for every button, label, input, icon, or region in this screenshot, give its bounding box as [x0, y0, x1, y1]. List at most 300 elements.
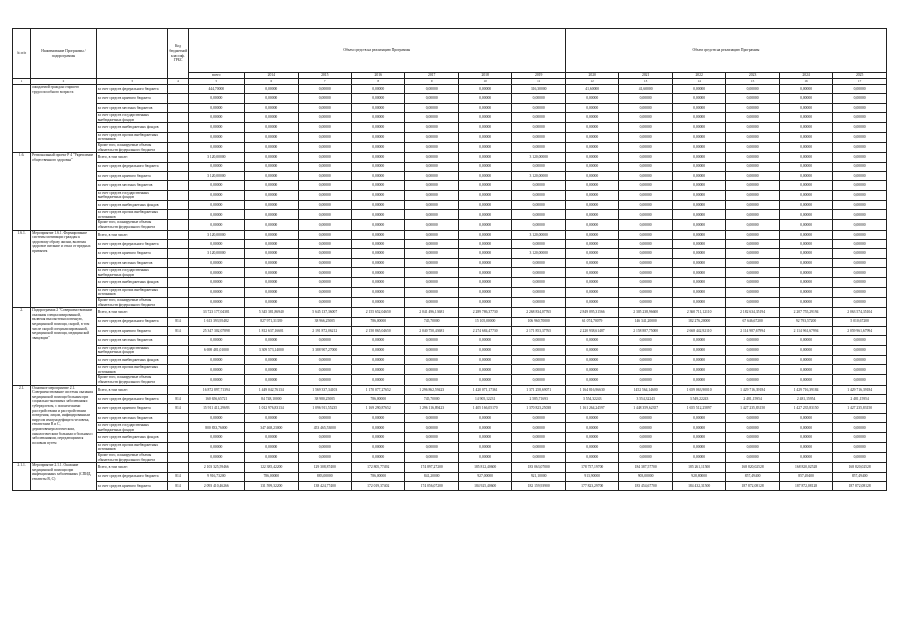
row-value-cell: 168 820,02528: [779, 463, 832, 472]
row-value-cell: 3 120,00000: [188, 230, 245, 239]
row-value-cell: 0,00000: [298, 142, 351, 152]
row-value-cell: 0,00000: [188, 132, 245, 142]
row-value-cell: 0,00000: [351, 123, 404, 132]
row-number: [13, 85, 31, 153]
row-value-cell: 0,00000: [351, 230, 404, 239]
row-value-cell: 0,00000: [512, 190, 566, 200]
row-value-cell: 0,00000: [779, 240, 832, 249]
row-value-cell: 0,00000: [726, 190, 779, 200]
row-value-cell: 0,00000: [298, 200, 351, 209]
row-value-cell: 160 656,65721: [188, 395, 245, 404]
row-value-cell: 0,00000: [619, 113, 672, 123]
row-value-cell: 0,00000: [351, 142, 404, 152]
row-value-cell: 0,00000: [405, 230, 458, 239]
table-body: [13, 85, 887, 491]
column-number: 10: [458, 79, 511, 85]
row-value-cell: 0,00000: [565, 287, 618, 297]
row-budget-code: [168, 336, 188, 345]
row-value-cell: 0,00000: [672, 355, 725, 364]
row-value-cell: 1 169 290,87652: [351, 404, 404, 413]
header-volume-left: Объем средств на реализацию Программы: [188, 29, 565, 73]
row-funding-source: Кроме того, планируемые объемы обязательств федерального бюджета: [96, 375, 168, 385]
row-budget-code: [168, 249, 188, 258]
row-value-cell: 0,00000: [779, 423, 832, 433]
header-year: 2019: [512, 73, 566, 79]
row-value-cell: 185 261,11500: [672, 463, 725, 472]
row-value-cell: 0,00000: [779, 132, 832, 142]
row-value-cell: 1 296 862,59423: [405, 385, 458, 394]
row-budget-code: 814: [168, 317, 188, 326]
row-value-cell: 0,00000: [619, 220, 672, 230]
row-budget-code: [168, 375, 188, 385]
row-value-cell: 0,00000: [405, 220, 458, 230]
row-value-cell: 927,00000: [458, 472, 511, 481]
row-value-cell: 0,00000: [726, 181, 779, 190]
row-value-cell: 0,00000: [672, 190, 725, 200]
row-value-cell: 0,00000: [458, 413, 511, 422]
row-value-cell: 0,00000: [245, 278, 298, 287]
row-value-cell: 2 150 865,04650: [351, 326, 404, 335]
row-value-cell: 0,00000: [672, 103, 725, 112]
row-value-cell: 0,00000: [672, 181, 725, 190]
row-value-cell: 0,00000: [458, 85, 511, 94]
row-value-cell: 0,00000: [298, 433, 351, 442]
row-budget-code: 814: [168, 404, 188, 413]
row-value-cell: 347 468,23000: [245, 423, 298, 433]
row-value-cell: 84 748,10000: [245, 395, 298, 404]
row-value-cell: 0,00000: [619, 249, 672, 258]
column-number: 6: [245, 79, 298, 85]
row-value-cell: 0,00000: [726, 103, 779, 112]
row-value-cell: 2 207 755,29194: [779, 308, 832, 317]
row-value-cell: 0,00000: [565, 190, 618, 200]
row-value-cell: 0,00000: [458, 220, 511, 230]
row-value-cell: 0,00000: [565, 181, 618, 190]
row-value-cell: 0,00000: [565, 345, 618, 355]
row-value-cell: 0,00000: [188, 453, 245, 463]
header-source: [96, 29, 168, 79]
table-row: [13, 278, 887, 287]
row-value-cell: 0,00000: [351, 210, 404, 220]
row-value-cell: 0,00000: [245, 132, 298, 142]
row-value-cell: 187 872,08128: [833, 481, 887, 490]
row-value-cell: 0,00000: [833, 365, 887, 375]
row-value-cell: 0,00000: [512, 258, 566, 267]
row-budget-code: [168, 463, 188, 472]
row-value-cell: 0,00000: [619, 162, 672, 171]
row-value-cell: 146 341,20000: [619, 317, 672, 326]
row-value-cell: 0,00000: [565, 113, 618, 123]
row-value-cell: 2 585,71693: [512, 395, 566, 404]
row-value-cell: 0,00000: [245, 210, 298, 220]
row-value-cell: 0,00000: [512, 287, 566, 297]
row-value-cell: 1 164 816,96630: [565, 385, 618, 394]
row-value-cell: 0,00000: [405, 413, 458, 422]
row-funding-source: за счет средств внебюджетных фондов: [96, 200, 168, 209]
row-value-cell: 0,00000: [298, 365, 351, 375]
row-value-cell: 1 449 042,76134: [245, 385, 298, 394]
row-value-cell: 0,00000: [351, 442, 404, 452]
row-value-cell: 0,00000: [512, 142, 566, 152]
table-row: [13, 190, 887, 200]
row-value-cell: 0,00000: [512, 181, 566, 190]
row-value-cell: 0,00000: [298, 220, 351, 230]
row-value-cell: 0,00000: [619, 200, 672, 209]
row-value-cell: 0,00000: [188, 181, 245, 190]
row-value-cell: 0,00000: [726, 162, 779, 171]
row-value-cell: 0,00000: [298, 103, 351, 112]
row-value-cell: 0,00000: [779, 355, 832, 364]
row-value-cell: 0,00000: [779, 113, 832, 123]
row-value-cell: 0,00000: [779, 365, 832, 375]
row-value-cell: 0,00000: [512, 103, 566, 112]
row-value-cell: 2 041 496,13681: [405, 308, 458, 317]
row-value-cell: 0,00000: [779, 220, 832, 230]
row-budget-code: 814: [168, 472, 188, 481]
table-row: [13, 220, 887, 230]
row-value-cell: 1 448 359,62357: [619, 404, 672, 413]
row-funding-source: за счет средств федерального бюджета: [96, 240, 168, 249]
row-value-cell: 0,00000: [619, 336, 672, 345]
header-num: № п/п: [13, 29, 31, 79]
row-value-cell: 0,00000: [245, 433, 298, 442]
row-funding-source: за счет средств местных бюджетов: [96, 258, 168, 267]
row-value-cell: 1 420 071,17361: [458, 385, 511, 394]
row-value-cell: 0,00000: [405, 162, 458, 171]
row-value-cell: 0,00000: [298, 230, 351, 239]
row-value-cell: 2 220 938,61487: [565, 326, 618, 335]
row-value-cell: 3 309 573,14000: [245, 345, 298, 355]
row-budget-code: [168, 142, 188, 152]
row-value-cell: 184 925,40600: [458, 481, 511, 490]
row-value-cell: 0,00000: [188, 375, 245, 385]
row-value-cell: 2 093 410,46266: [188, 481, 245, 490]
row-value-cell: 0,00000: [565, 297, 618, 307]
table-row: [13, 395, 887, 404]
row-value-cell: 0,00000: [726, 365, 779, 375]
table-row: [13, 345, 887, 355]
row-value-cell: 0,00000: [351, 297, 404, 307]
row-value-cell: 0,00000: [726, 230, 779, 239]
table-row: [13, 123, 887, 132]
row-value-cell: 2 289 786,37730: [458, 308, 511, 317]
row-value-cell: 0,00000: [245, 240, 298, 249]
row-value-cell: 0,00000: [458, 268, 511, 278]
row-funding-source: за счет средств внебюджетных фондов: [96, 123, 168, 132]
row-value-cell: 0,00000: [458, 142, 511, 152]
row-value-cell: 0,00000: [188, 94, 245, 103]
row-funding-source: Всего, в том числе:: [96, 463, 168, 472]
row-value-cell: 0,00000: [405, 181, 458, 190]
row-value-cell: 0,00000: [245, 162, 298, 171]
row-value-cell: 0,00000: [726, 433, 779, 442]
row-value-cell: 3 120,00000: [512, 153, 566, 162]
row-value-cell: 0,00000: [565, 94, 618, 103]
row-value-cell: 0,00000: [298, 113, 351, 123]
column-number: 8: [351, 79, 404, 85]
column-number: 13: [619, 79, 672, 85]
row-value-cell: 1 569 337,34103: [298, 385, 351, 394]
row-value-cell: 2 191 872,06212: [298, 326, 351, 335]
row-value-cell: 0,00000: [833, 453, 887, 463]
row-value-cell: 184 387,57700: [619, 463, 672, 472]
row-value-cell: 0,00000: [298, 94, 351, 103]
column-number: 16: [779, 79, 832, 85]
row-value-cell: 0,00000: [779, 123, 832, 132]
row-value-cell: 0,00000: [565, 278, 618, 287]
row-value-cell: 0,00000: [245, 171, 298, 180]
table-row: [13, 365, 887, 375]
row-value-cell: 0,00000: [565, 336, 618, 345]
row-value-cell: 0,00000: [405, 433, 458, 442]
row-value-cell: 0,00000: [619, 287, 672, 297]
row-value-cell: 0,00000: [779, 181, 832, 190]
row-value-cell: 0,00000: [833, 278, 887, 287]
row-value-cell: 0,00000: [512, 453, 566, 463]
row-value-cell: 827 971,31339: [245, 317, 298, 326]
row-value-cell: 0,00000: [458, 278, 511, 287]
row-value-cell: 0,00000: [779, 278, 832, 287]
row-value-cell: 0,00000: [458, 181, 511, 190]
header-code: Код бюджетной классиф. ГРБС: [168, 29, 188, 79]
header-year: 2023: [726, 73, 779, 79]
row-value-cell: 0,00000: [298, 240, 351, 249]
row-budget-code: [168, 345, 188, 355]
row-value-cell: 0,00000: [245, 200, 298, 209]
row-value-cell: 3 120,00000: [188, 171, 245, 180]
row-value-cell: 25 347 302,07898: [188, 326, 245, 335]
row-value-cell: 2 114 987,67994: [726, 326, 779, 335]
header-year: 2021: [619, 73, 672, 79]
row-value-cell: 0,00000: [188, 258, 245, 267]
row-value-cell: 183 454,67700: [619, 481, 672, 490]
row-value-cell: 0,00000: [458, 210, 511, 220]
row-value-cell: 0,00000: [351, 365, 404, 375]
table-row: [13, 85, 887, 94]
row-value-cell: 174 056,07200: [405, 481, 458, 490]
row-number: 1.6.1.: [13, 230, 31, 308]
row-value-cell: 0,00000: [298, 181, 351, 190]
row-value-cell: 0,00000: [833, 268, 887, 278]
row-value-cell: 0,00000: [245, 190, 298, 200]
row-value-cell: 0,00000: [833, 336, 887, 345]
header-year: 2018: [458, 73, 511, 79]
row-value-cell: 0,00000: [565, 258, 618, 267]
row-budget-code: [168, 153, 188, 162]
row-value-cell: 182 276,20000: [672, 317, 725, 326]
row-value-cell: 0,00000: [833, 287, 887, 297]
row-value-cell: 0,00000: [619, 433, 672, 442]
row-value-cell: 0,00000: [726, 355, 779, 364]
row-budget-code: [168, 210, 188, 220]
row-value-cell: 0,00000: [245, 181, 298, 190]
row-value-cell: 183 063,07000: [512, 463, 566, 472]
row-value-cell: 0,00000: [351, 190, 404, 200]
column-number: 3: [96, 79, 168, 85]
row-funding-source: за счет средств прочих внебюджетных источников: [96, 365, 168, 375]
row-value-cell: 1 405 166,05170: [458, 404, 511, 413]
row-value-cell: 0,00000: [565, 123, 618, 132]
row-value-cell: 2 481,15954: [726, 395, 779, 404]
row-value-cell: 0,00000: [672, 278, 725, 287]
row-value-cell: 0,00000: [188, 442, 245, 452]
row-value-cell: 0,00000: [779, 336, 832, 345]
row-budget-code: [168, 171, 188, 180]
row-value-cell: 913,90000: [565, 472, 618, 481]
row-value-cell: 0,00000: [458, 132, 511, 142]
row-funding-source: за счет средств прочих внебюджетных источников: [96, 287, 168, 297]
row-value-cell: 5 345 381,86940: [245, 308, 298, 317]
row-value-cell: 0,00000: [405, 423, 458, 433]
table-row: [13, 200, 887, 209]
row-funding-source: за счет средств краевого бюджета: [96, 404, 168, 413]
row-value-cell: 0,00000: [619, 268, 672, 278]
row-value-cell: 0,00000: [672, 162, 725, 171]
row-value-cell: 800 833,76000: [188, 423, 245, 433]
row-value-cell: 0,00000: [779, 230, 832, 239]
row-value-cell: 0,00000: [779, 287, 832, 297]
row-budget-code: [168, 200, 188, 209]
table-row: [13, 153, 887, 162]
row-value-cell: 0,00000: [298, 375, 351, 385]
row-budget-code: [168, 220, 188, 230]
row-value-cell: 0,00000: [351, 103, 404, 112]
row-value-cell: 0,00000: [405, 345, 458, 355]
row-value-cell: 182 159,93900: [512, 481, 566, 490]
row-value-cell: 0,00000: [188, 355, 245, 364]
row-budget-code: [168, 103, 188, 112]
row-value-cell: 0,00000: [672, 200, 725, 209]
row-number: 2.1.1.: [13, 463, 31, 491]
row-value-cell: 0,00000: [619, 355, 672, 364]
row-value-cell: 1 012 976,83134: [245, 404, 298, 413]
row-value-cell: 38 980,25005: [298, 395, 351, 404]
row-value-cell: 0,00000: [188, 220, 245, 230]
row-value-cell: 2 182 634,35194: [726, 308, 779, 317]
column-number: 14: [672, 79, 725, 85]
row-value-cell: 15 105,00000: [458, 317, 511, 326]
row-budget-code: [168, 433, 188, 442]
row-funding-source: за счет средств внебюджетных фондов: [96, 433, 168, 442]
column-number: 17: [833, 79, 887, 85]
header-year: 2014: [245, 73, 298, 79]
row-value-cell: 0,00000: [672, 230, 725, 239]
row-value-cell: 928,80000: [672, 472, 725, 481]
row-funding-source: за счет средств государственных внебюджетных фондов: [96, 190, 168, 200]
row-value-cell: 0,00000: [245, 297, 298, 307]
table-row: [13, 113, 887, 123]
row-value-cell: 0,00000: [245, 258, 298, 267]
row-value-cell: 0,00000: [512, 423, 566, 433]
row-value-cell: 857,49400: [779, 472, 832, 481]
row-value-cell: 0,00000: [672, 336, 725, 345]
row-value-cell: 0,00000: [405, 365, 458, 375]
table-row: [13, 249, 887, 258]
row-value-cell: 0,00000: [726, 249, 779, 258]
row-value-cell: 1 429 716,39184: [833, 385, 887, 394]
row-value-cell: 0,00000: [458, 365, 511, 375]
row-value-cell: 0,00000: [405, 190, 458, 200]
row-value-cell: 0,00000: [188, 413, 245, 422]
row-value-cell: 0,00000: [619, 423, 672, 433]
row-value-cell: 0,00000: [512, 278, 566, 287]
row-value-cell: 2 171 853,37765: [512, 326, 566, 335]
row-value-cell: 0,00000: [405, 210, 458, 220]
row-budget-code: 814: [168, 395, 188, 404]
row-value-cell: 0,00000: [833, 230, 887, 239]
row-value-cell: 0,00000: [726, 123, 779, 132]
row-value-cell: 0,00000: [565, 249, 618, 258]
row-value-cell: 0,00000: [405, 297, 458, 307]
row-value-cell: 0,00000: [565, 220, 618, 230]
row-funding-source: за счет средств федерального бюджета: [96, 162, 168, 171]
row-value-cell: 857,49400: [726, 472, 779, 481]
row-value-cell: 0,00000: [779, 375, 832, 385]
table-row: [13, 385, 887, 394]
row-value-cell: 2 274 684,47730: [458, 326, 511, 335]
row-funding-source: за счет средств прочих внебюджетных источников: [96, 442, 168, 452]
row-funding-source: Кроме того, планируемые объемы обязательств федерального бюджета: [96, 453, 168, 463]
table-row: [13, 442, 887, 452]
row-value-cell: 122 385,42200: [245, 463, 298, 472]
row-budget-code: 814: [168, 481, 188, 490]
table-row: [13, 103, 887, 112]
row-value-cell: 883,00000: [298, 472, 351, 481]
row-value-cell: 0,00000: [458, 336, 511, 345]
row-value-cell: 0,00000: [619, 190, 672, 200]
row-value-cell: 0,00000: [298, 268, 351, 278]
row-value-cell: 0,00000: [351, 200, 404, 209]
row-value-cell: 1 161 264,24597: [565, 404, 618, 413]
table-row: [13, 308, 887, 317]
row-value-cell: 1 655 512,25897: [672, 404, 725, 413]
row-value-cell: 0,00000: [351, 181, 404, 190]
row-value-cell: 0,00000: [298, 123, 351, 132]
row-value-cell: 41,60000: [565, 85, 618, 94]
row-value-cell: 0,00000: [245, 336, 298, 345]
row-value-cell: 0,00000: [512, 210, 566, 220]
row-funding-source: за счет средств государственных внебюджетных фондов: [96, 423, 168, 433]
row-value-cell: 0,00000: [512, 123, 566, 132]
table-row: [13, 210, 887, 220]
row-value-cell: 0,00000: [351, 171, 404, 180]
header-year: 2024: [779, 73, 832, 79]
row-value-cell: 0,00000: [298, 171, 351, 180]
row-value-cell: 178 757,19700: [565, 463, 618, 472]
row-value-cell: 453 465,53000: [298, 423, 351, 433]
row-value-cell: 1 427 235,83150: [833, 404, 887, 413]
row-value-cell: 0,00000: [512, 200, 566, 209]
row-budget-code: [168, 181, 188, 190]
row-value-cell: 0,00000: [833, 123, 887, 132]
row-value-cell: 0,00000: [512, 355, 566, 364]
row-value-cell: 0,00000: [833, 423, 887, 433]
row-value-cell: 106 960,70000: [512, 317, 566, 326]
row-value-cell: 786,00000: [351, 472, 404, 481]
row-value-cell: 0,00000: [726, 336, 779, 345]
row-value-cell: 0,00000: [298, 287, 351, 297]
row-value-cell: 2 059 961,67994: [833, 326, 887, 335]
row-value-cell: 0,00000: [833, 240, 887, 249]
row-value-cell: 0,00000: [245, 153, 298, 162]
row-value-cell: 0,00000: [405, 240, 458, 249]
row-value-cell: 0,00000: [833, 220, 887, 230]
row-value-cell: 0,00000: [405, 142, 458, 152]
row-value-cell: 2 305 238,96600: [619, 308, 672, 317]
row-value-cell: 0,00000: [619, 413, 672, 422]
row-value-cell: 0,00000: [672, 375, 725, 385]
row-value-cell: 0,00000: [458, 442, 511, 452]
